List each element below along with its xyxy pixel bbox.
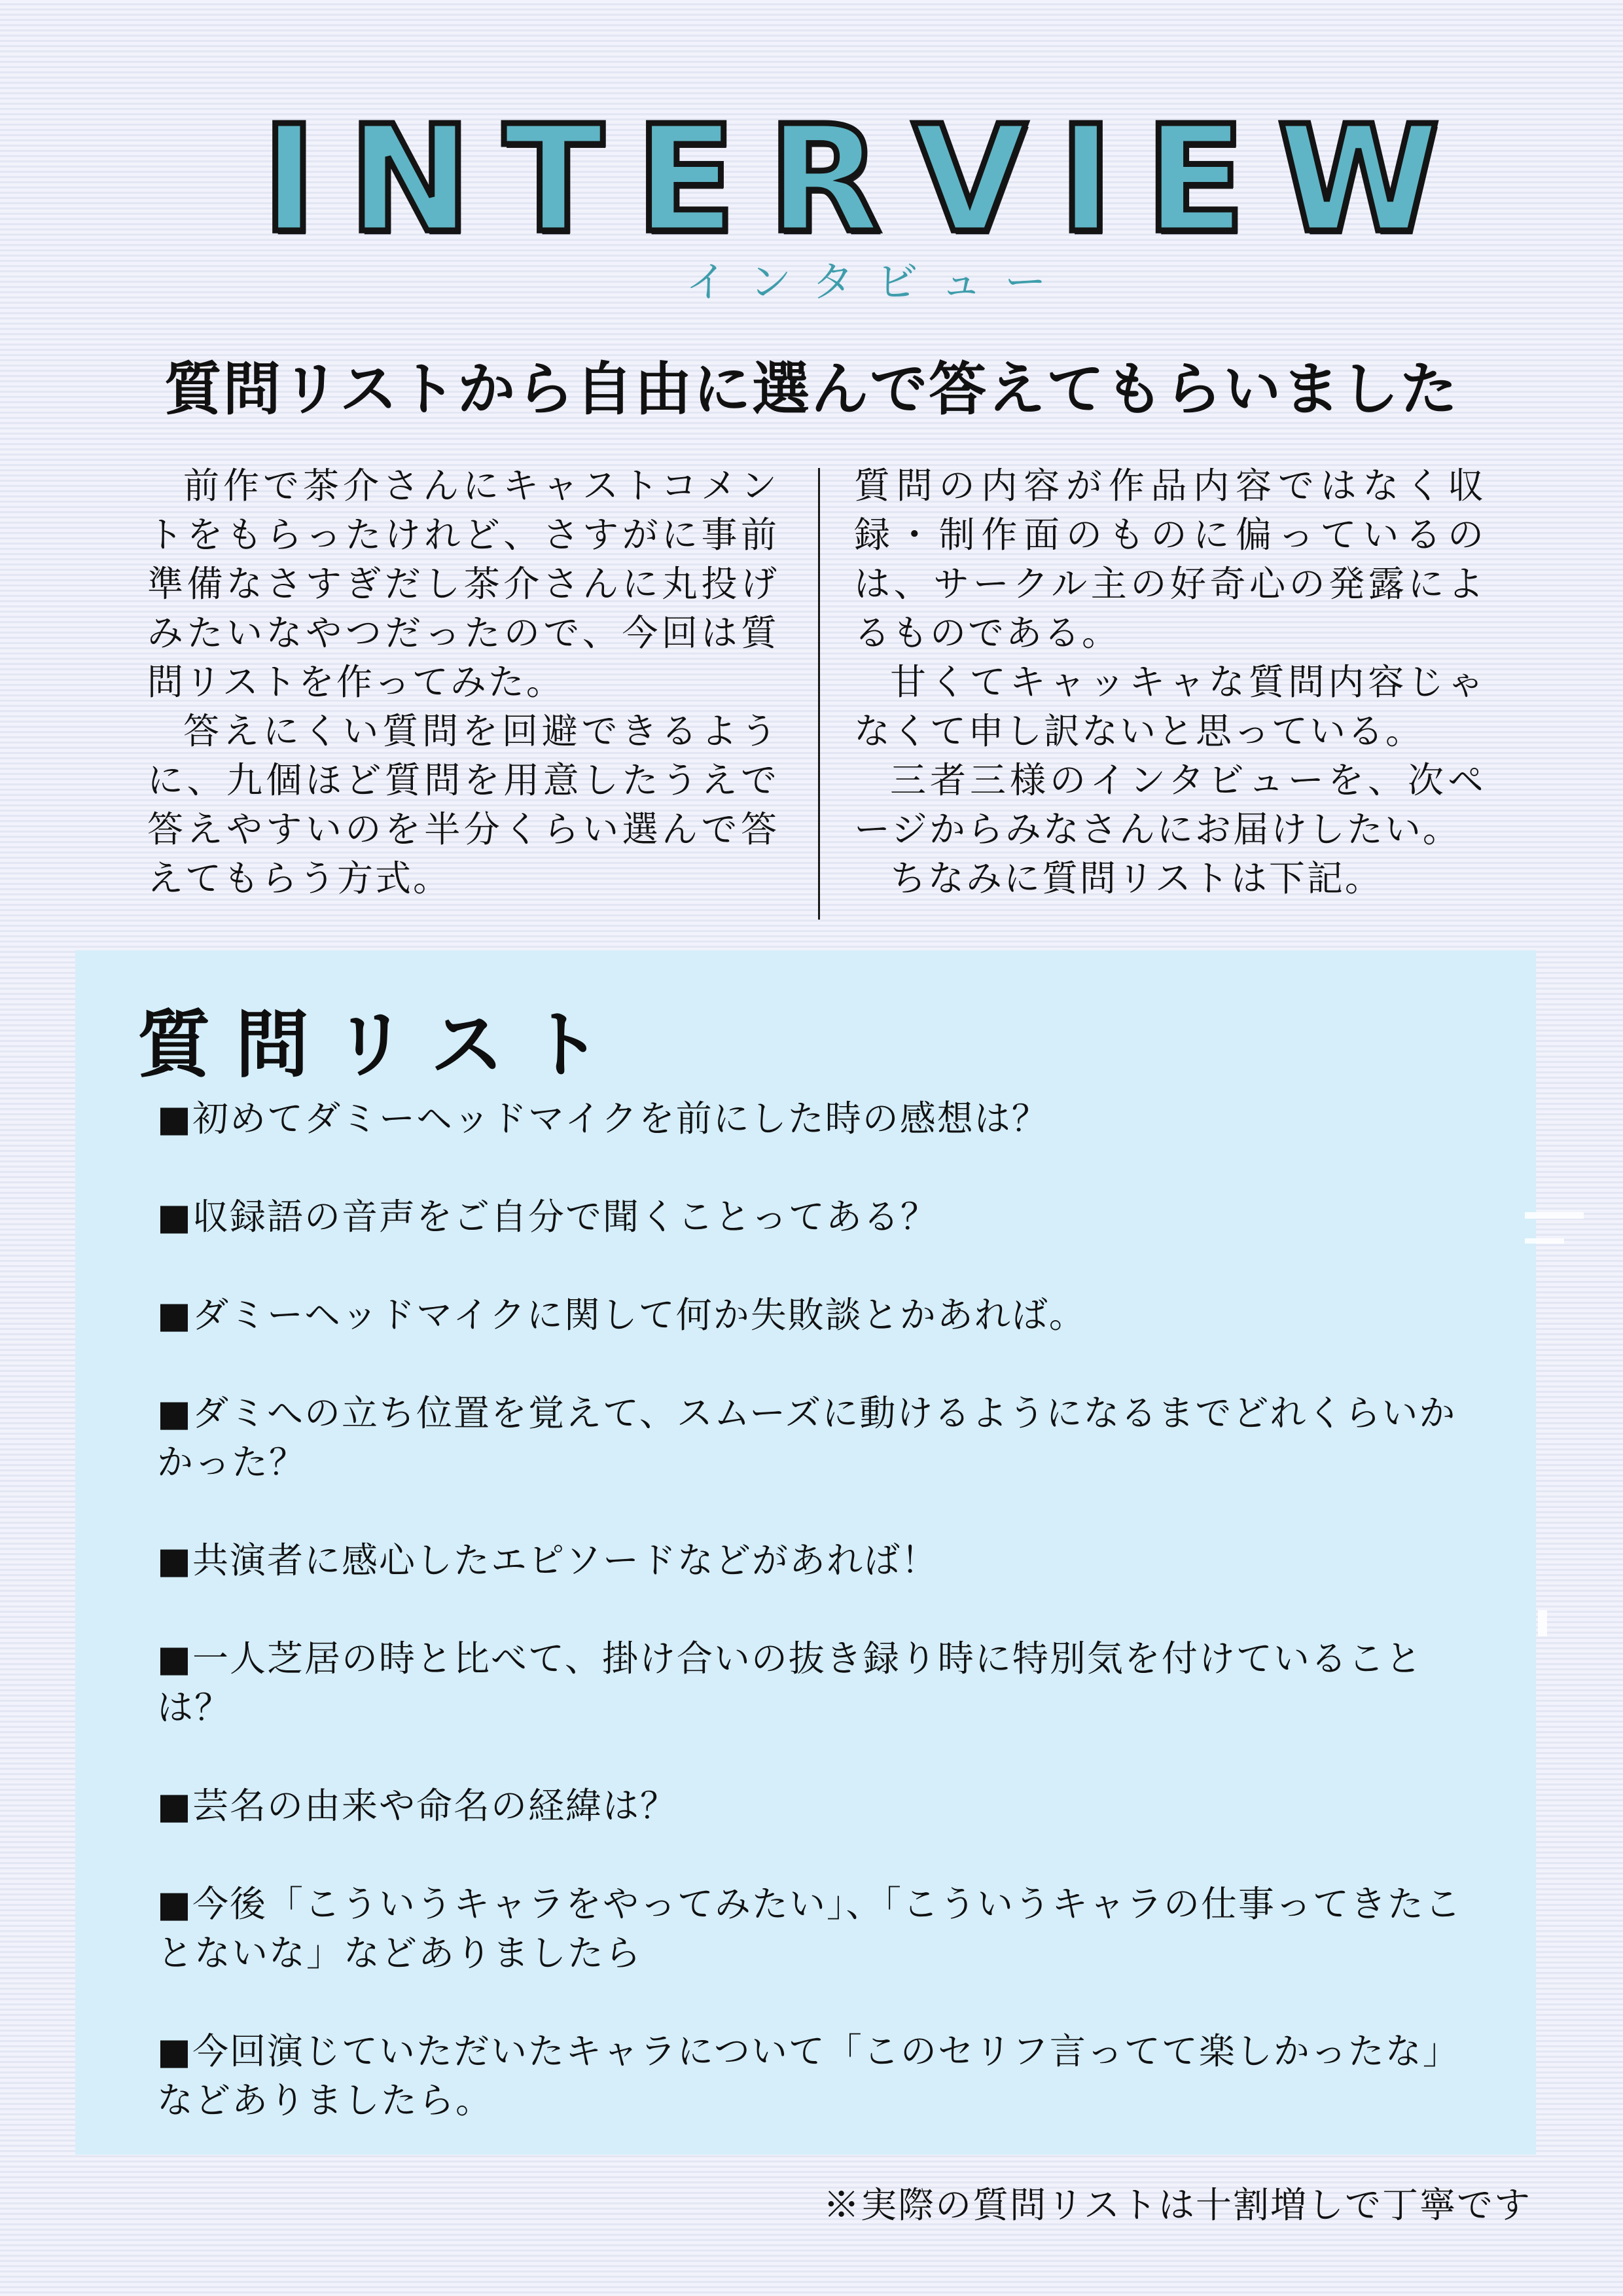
headline: 質問リストから自由に選んで答えてもらいました — [164, 355, 1459, 423]
title-letter-r: R — [768, 94, 882, 266]
title-letter-i-2: I — [1058, 94, 1114, 266]
question-item: ■ ダミーヘッドマイクに関して何か失敗談とかあれば。 — [157, 1291, 1466, 1340]
decorative-dash — [1538, 1610, 1547, 1636]
intro-paragraph: 答えにくい質問を回避できるように、九個ほど質問を用意したうえで答えやすいのを半分くらい選んで答えてもらう方式。 — [147, 710, 779, 899]
decorative-dash — [1525, 1212, 1584, 1219]
column-divider — [818, 468, 820, 920]
title-letter-n: N — [348, 94, 472, 266]
title-letter-w: W — [1277, 94, 1440, 266]
question-list — [157, 1094, 1466, 2174]
title-kana: インタビュー — [685, 259, 1069, 307]
decorative-dash — [1525, 1238, 1564, 1244]
title-letter-e-2: E — [1145, 94, 1246, 266]
title-letter-v: V — [912, 94, 1027, 266]
intro-left-column — [147, 461, 779, 903]
title-letter-i: I — [262, 94, 317, 266]
question-item: ■ 一人芝居の時と比べて、掛け合いの抜き録り時に特別気を付けていることは？ — [157, 1634, 1466, 1732]
question-item: ■ 収録語の音声をご自分で聞くことってある？ — [157, 1193, 1466, 1242]
title-letter-e: E — [635, 94, 736, 266]
question-item: ■ 今後「こういうキャラをやってみたい」、「こういうキャラの仕事ってきたことないな」などありましたら — [157, 1880, 1466, 1978]
intro-paragraph: 前作で茶介さんにキャストコメントをもらったけれど、さすがに事前準備なさすぎだし茶介さんに丸投げみたいなやつだったので、今回は質問リストを作ってみた。 — [147, 465, 779, 703]
question-list-title: 質問リスト — [137, 1003, 627, 1088]
intro-right-column — [854, 461, 1486, 903]
question-item: ■ 芸名の由来や命名の経緯は？ — [157, 1782, 1466, 1831]
question-item: ■ ダミへの立ち位置を覚えて、スムーズに動けるようになるまでどれくらいかかった？ — [157, 1389, 1466, 1487]
intro-paragraph: 甘くてキャッキャな質問内容じゃなくて申し訳ないと思っている。 — [854, 661, 1486, 752]
intro-paragraph: 三者三様のインタビューを、次ページからみなさんにお届けしたい。 — [854, 759, 1486, 850]
footnote: ※実際の質問リストは十割増しで丁寧です — [823, 2184, 1531, 2226]
interview-title — [262, 94, 1440, 266]
intro-paragraph: 質問の内容が作品内容ではなく収録・制作面のものに偏っているのは、サークル主の好奇心の発露によるものである。 — [854, 465, 1486, 654]
question-list-panel — [75, 950, 1536, 2155]
intro-paragraph: ちなみに質問リストは下記。 — [890, 857, 1383, 899]
question-item: ■ 共演者に感心したエピソードなどがあれば！ — [157, 1536, 1466, 1585]
question-item: ■ 初めてダミーヘッドマイクを前にした時の感想は？ — [157, 1094, 1466, 1143]
question-item: ■ 今回演じていただいたキャラについて「このセリフ言ってて楽しかったな」などありましたら。 — [157, 2027, 1466, 2125]
title-letter-t: T — [503, 94, 604, 266]
